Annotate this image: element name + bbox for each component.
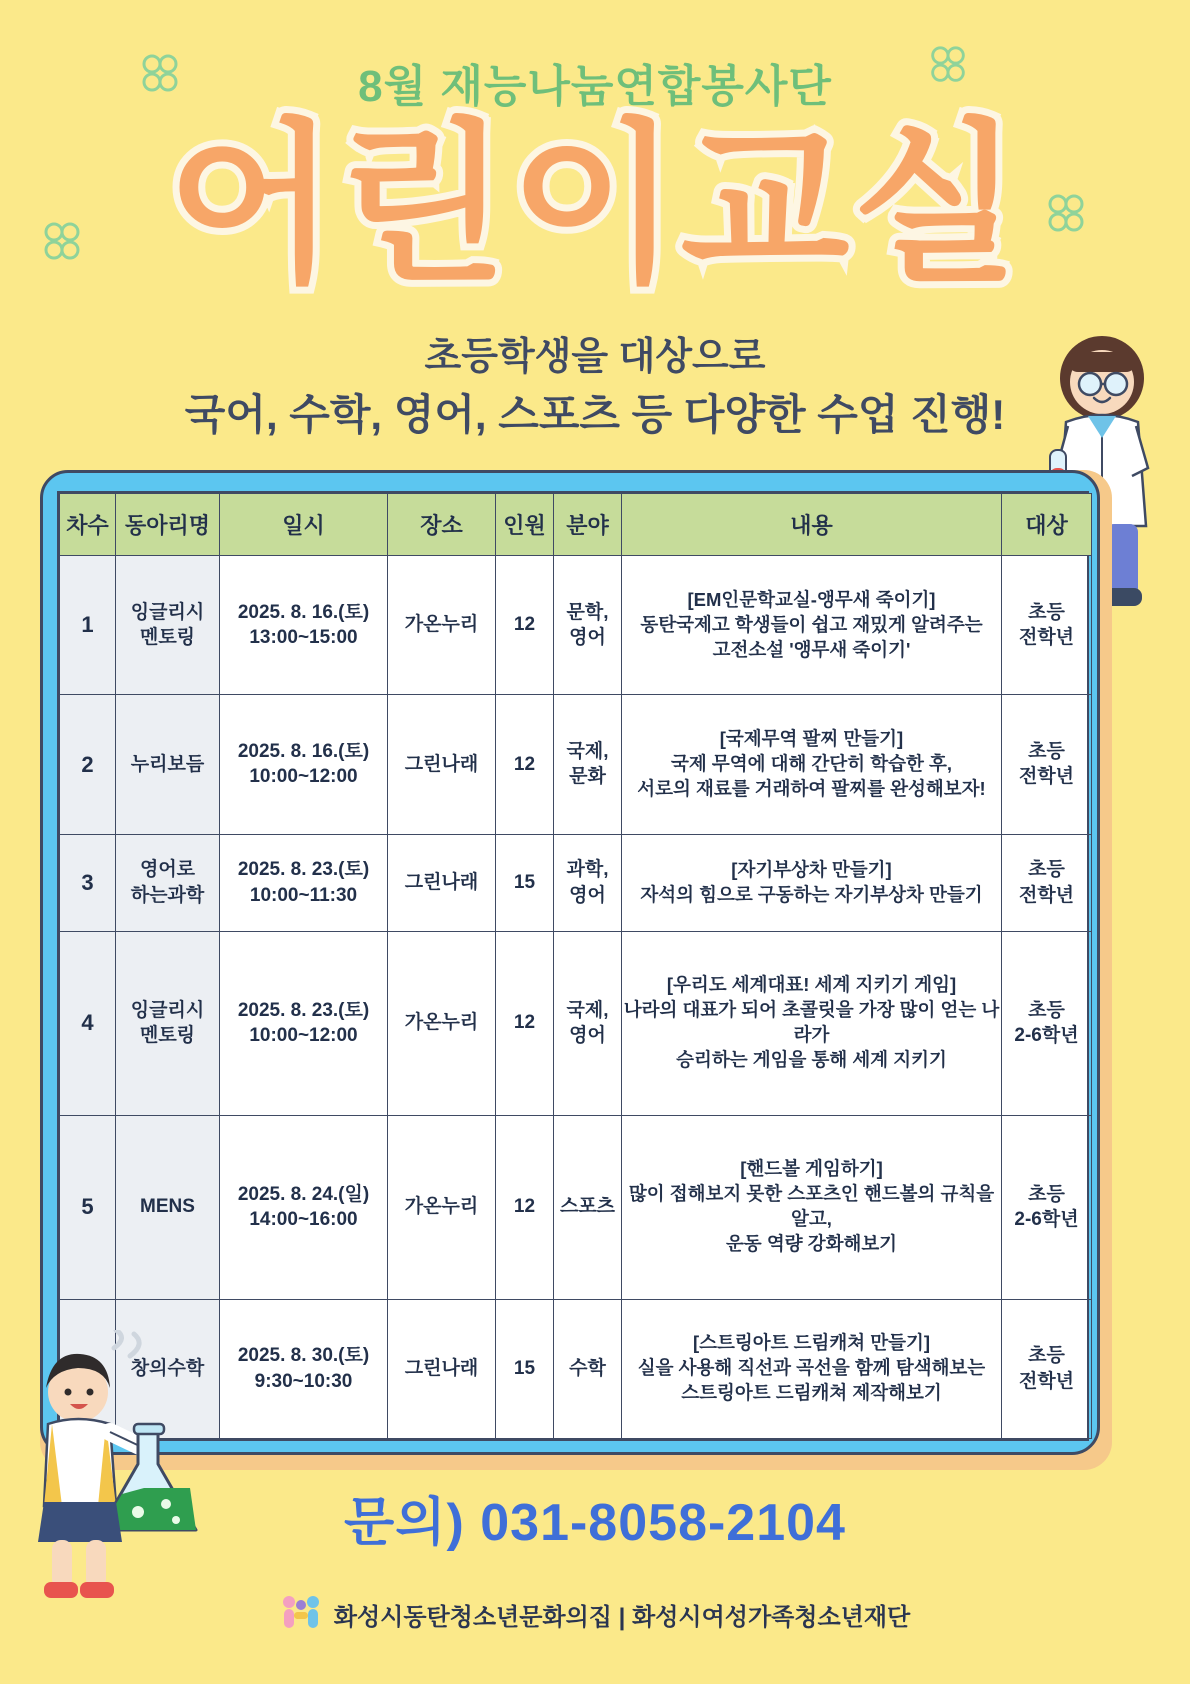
- cell-target: 초등 전학년: [1002, 1299, 1092, 1438]
- header-content: 내용: [622, 494, 1002, 556]
- schedule-table-body: [60, 556, 1092, 1439]
- cell-no: 5: [60, 1115, 116, 1299]
- cell-capacity: 12: [496, 931, 554, 1115]
- schedule-table-wrapper: [57, 491, 1089, 1441]
- flask-character-illustration: [18, 1330, 228, 1610]
- cell-club: 잉글리시 멘토링: [116, 556, 220, 695]
- cell-place: 그린나래: [388, 695, 496, 834]
- footer-organizations: 화성시동탄청소년문화의집 | 화성시여성가족청소년재단: [333, 1604, 911, 1631]
- header-place: 장소: [388, 494, 496, 556]
- cell-club: 영어로 하는과학: [116, 834, 220, 931]
- cell-capacity: 12: [496, 695, 554, 834]
- cell-no: 3: [60, 834, 116, 931]
- table-row: [60, 931, 1092, 1115]
- cell-content: [EM인문학교실-앵무새 죽이기] 동탄국제고 학생들이 쉽고 재밌게 알려주는 고전소설 '앵무새 죽이기': [622, 556, 1002, 695]
- cell-datetime: 2025. 8. 23.(토) 10:00~11:30: [220, 834, 388, 931]
- cell-datetime: 2025. 8. 23.(토) 10:00~12:00: [220, 931, 388, 1115]
- cell-datetime: 2025. 8. 30.(토) 9:30~10:30: [220, 1299, 388, 1438]
- cell-capacity: 12: [496, 556, 554, 695]
- page-title: 어린이교실: [167, 108, 1023, 303]
- organization-logo-icon: [280, 1595, 322, 1634]
- cell-no: 4: [60, 931, 116, 1115]
- cell-place: 가온누리: [388, 1115, 496, 1299]
- cell-datetime: 2025. 8. 16.(토) 13:00~15:00: [220, 556, 388, 695]
- cell-datetime: 2025. 8. 24.(일) 14:00~16:00: [220, 1115, 388, 1299]
- poster-eyebrow: 8월 재능나눔연합봉사단: [358, 62, 832, 111]
- cell-field: 국제, 영어: [554, 931, 622, 1115]
- cell-field: 과학, 영어: [554, 834, 622, 931]
- cell-club: 창의수학: [116, 1299, 220, 1438]
- cell-target: 초등 전학년: [1002, 556, 1092, 695]
- header-target: 대상: [1002, 494, 1092, 556]
- header-datetime: 일시: [220, 494, 388, 556]
- cell-field: 문학, 영어: [554, 556, 622, 695]
- cell-field: 스포츠: [554, 1115, 622, 1299]
- cell-field: 국제, 문화: [554, 695, 622, 834]
- cell-no: 2: [60, 695, 116, 834]
- cell-target: 초등 2-6학년: [1002, 1115, 1092, 1299]
- cell-club: MENS: [116, 1115, 220, 1299]
- cell-capacity: 15: [496, 834, 554, 931]
- cell-content: [우리도 세계대표! 세계 지키기 게임] 나라의 대표가 되어 초콜릿을 가장 많이 얻는 나라가 승리하는 게임을 통해 세계 지키기: [622, 931, 1002, 1115]
- header-no: 차수: [60, 494, 116, 556]
- cell-club: 잉글리시 멘토링: [116, 931, 220, 1115]
- cell-place: 그린나래: [388, 1299, 496, 1438]
- schedule-panel: [40, 470, 1100, 1455]
- cell-content: [핸드볼 게임하기] 많이 접해보지 못한 스포츠인 핸드볼의 규칙을 알고, 운동 역량 강화해보기: [622, 1115, 1002, 1299]
- cell-capacity: 15: [496, 1299, 554, 1438]
- cell-target: 초등 전학년: [1002, 834, 1092, 931]
- poster-subtitle: [0, 330, 1190, 446]
- header-club: 동아리명: [116, 494, 220, 556]
- subtitle-line-2: 국어, 수학, 영어, 스포츠 등 다양한 수업 진행!: [184, 391, 1006, 439]
- header-capacity: 인원: [496, 494, 554, 556]
- cell-target: 초등 2-6학년: [1002, 931, 1092, 1115]
- table-row: [60, 1115, 1092, 1299]
- cell-place: 가온누리: [388, 556, 496, 695]
- cell-target: 초등 전학년: [1002, 695, 1092, 834]
- cell-field: 수학: [554, 1299, 622, 1438]
- cell-capacity: 12: [496, 1115, 554, 1299]
- table-header-row: [60, 494, 1092, 556]
- cell-content: [자기부상차 만들기] 자석의 힘으로 구동하는 자기부상차 만들기: [622, 834, 1002, 931]
- cell-place: 그린나래: [388, 834, 496, 931]
- cell-club: 누리보듬: [116, 695, 220, 834]
- cell-content: [국제무역 팔찌 만들기] 국제 무역에 대해 간단히 학습한 후, 서로의 재료를 거래하여 팔찌를 완성해보자!: [622, 695, 1002, 834]
- contact-phone: 문의) 031-8058-2104: [344, 1494, 846, 1552]
- footer: [0, 1595, 1190, 1634]
- cell-datetime: 2025. 8. 16.(토) 10:00~12:00: [220, 695, 388, 834]
- table-row: [60, 556, 1092, 695]
- table-row: [60, 834, 1092, 931]
- cell-no: 1: [60, 556, 116, 695]
- schedule-table: [59, 493, 1092, 1439]
- subtitle-line-1: 초등학생을 대상으로: [424, 336, 766, 378]
- header-field: 분야: [554, 494, 622, 556]
- table-row: [60, 695, 1092, 834]
- cell-content: [스트링아트 드림캐쳐 만들기] 실을 사용해 직선과 곡선을 함께 탐색해보는 스트링아트 드림캐쳐 제작해보기: [622, 1299, 1002, 1438]
- cell-place: 가온누리: [388, 931, 496, 1115]
